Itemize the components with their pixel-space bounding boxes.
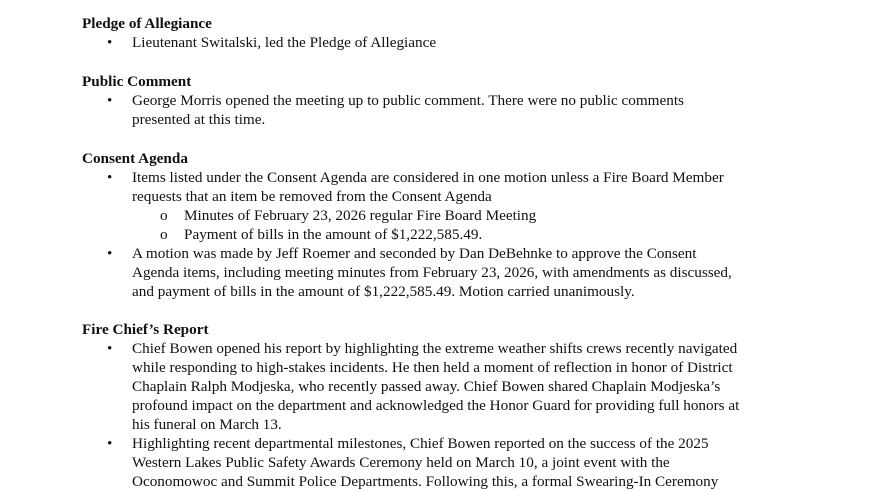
sub-item-line: Minutes of February 23, 2026 regular Fire Board Meeting bbox=[184, 207, 537, 224]
list-item bbox=[82, 339, 822, 434]
section-heading: Consent Agenda bbox=[82, 150, 188, 167]
section-pledge bbox=[82, 14, 822, 52]
item-line: Western Lakes Public Safety Awards Ceremony held on March 10, a joint event with the bbox=[132, 454, 670, 471]
item-line: Chief Bowen opened his report by highlighting the extreme weather shifts crews recently navigated bbox=[132, 340, 738, 357]
item-line: his funeral on March 13. bbox=[132, 416, 282, 433]
item-line: Highlighting recent departmental milestones, Chief Bowen reported on the success of the 2025 bbox=[132, 435, 709, 452]
item-line: and payment of bills in the amount of $1,222,585.49. Motion carried unanimously. bbox=[132, 283, 635, 300]
section-heading: Public Comment bbox=[82, 73, 192, 90]
bullet-icon: • bbox=[107, 34, 113, 51]
bullet-icon: • bbox=[107, 435, 113, 452]
list-item bbox=[82, 244, 822, 301]
bullet-icon: • bbox=[107, 245, 113, 262]
item-line: while responding to high-stakes incidents. He then held a moment of reflection in honor of District bbox=[132, 359, 733, 376]
bullet-icon: • bbox=[107, 92, 113, 109]
item-line: Agenda items, including meeting minutes from February 23, 2026, with amendments as discussed, bbox=[132, 264, 732, 281]
list-item bbox=[82, 33, 822, 52]
sub-item-line: Payment of bills in the amount of $1,222,585.49. bbox=[184, 226, 483, 243]
sub-list-item bbox=[82, 225, 822, 244]
item-line: Items listed under the Consent Agenda are considered in one motion unless a Fire Board Member bbox=[132, 169, 724, 186]
circle-bullet-icon: o bbox=[160, 226, 168, 243]
item-line: Lieutenant Switalski, led the Pledge of Allegiance bbox=[132, 34, 437, 51]
item-line: profound impact on the department and acknowledged the Honor Guard for providing full honors at bbox=[132, 397, 740, 414]
item-line: A motion was made by Jeff Roemer and seconded by Dan DeBehnke to approve the Consent bbox=[132, 245, 697, 262]
section-consent-agenda bbox=[82, 149, 822, 301]
bullet-icon: • bbox=[107, 169, 113, 186]
item-line: presented at this time. bbox=[132, 111, 266, 128]
section-fire-chief-report bbox=[82, 320, 822, 491]
item-line: George Morris opened the meeting up to public comment. There were no public comments bbox=[132, 92, 684, 109]
sub-list-item bbox=[82, 206, 822, 225]
section-heading: Fire Chief’s Report bbox=[82, 321, 209, 338]
section-public-comment bbox=[82, 72, 822, 129]
list-item bbox=[82, 91, 822, 129]
item-line: Oconomowoc and Summit Police Departments. Following this, a formal Swearing-In Ceremony bbox=[132, 473, 719, 490]
item-line: requests that an item be removed from the Consent Agenda bbox=[132, 188, 492, 205]
section-heading: Pledge of Allegiance bbox=[82, 15, 212, 32]
item-line: Chaplain Ralph Modjeska, who recently passed away. Chief Bowen shared Chaplain Modjeska’s bbox=[132, 378, 721, 395]
list-item bbox=[82, 168, 822, 206]
circle-bullet-icon: o bbox=[160, 207, 168, 224]
bullet-icon: • bbox=[107, 340, 113, 357]
list-item bbox=[82, 434, 822, 491]
